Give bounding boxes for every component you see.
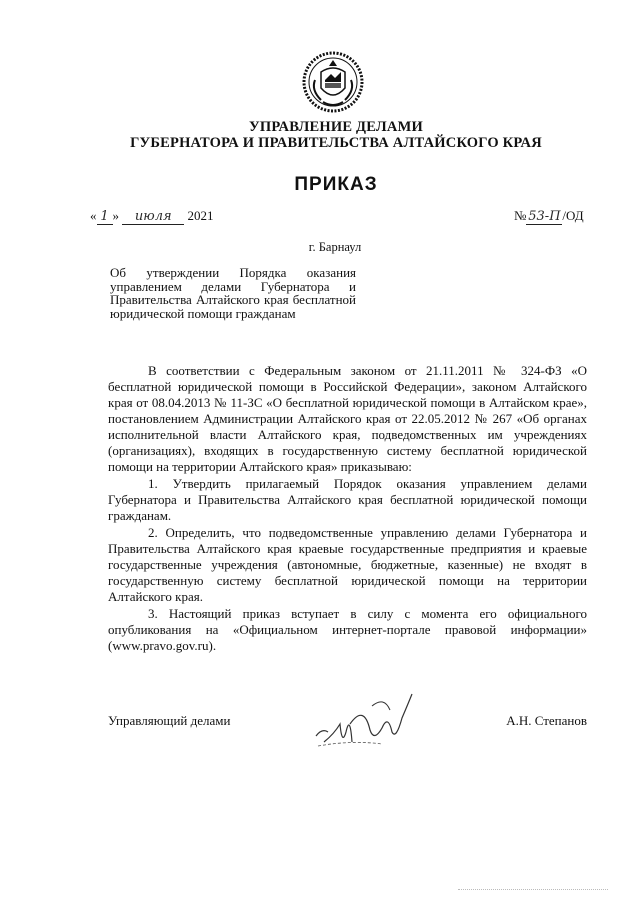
organization-name-line1: УПРАВЛЕНИЕ ДЕЛАМИ bbox=[249, 119, 423, 135]
number-suffix: /ОД bbox=[562, 208, 584, 223]
date-year: 2021 bbox=[187, 208, 214, 223]
preamble-paragraph: В соответствии с Федеральным законом от 21.11.2011 № 324-ФЗ «О бесплатной юридической помощи в Российской Федерации», законом Алтайского края от 08.04.2013 № 11-ЗС «О бесплатной юридической помощи в Алтайском крае», постановлением Администрации Алтайского края от 22.05.2012 № 267 «Об органах исполнительной власти Алтайского края, подведомственных им учреждениях (организациях), входящих в государственную систему бесплатной юридической помощи на территории Алтайского края» приказываю: bbox=[108, 363, 587, 474]
city-name: г. Барнаул bbox=[308, 240, 362, 254]
order-subject: Об утверждении Порядка оказания управлением делами Губернатора и Правительства Алтайского края бесплатной юридической помощи гражданам bbox=[110, 265, 356, 321]
order-item-1: 1. Утвердить прилагаемый Порядок оказания управлением делами Губернатора и Правительства Алтайского края бесплатной юридической помощи гражданам. bbox=[108, 476, 587, 523]
order-item-3: 3. Настоящий приказ вступает в силу с момента его официального опубликования на «Официальном интернет-портале правовой информации» (www.pravo.gov.ru). bbox=[108, 606, 587, 653]
organization-name-line2: ГУБЕРНАТОРА И ПРАВИТЕЛЬСТВА АЛТАЙСКОГО КРАЯ bbox=[130, 135, 542, 151]
date-month: июля bbox=[122, 209, 184, 225]
date-quote-open: « bbox=[90, 208, 97, 223]
document-date bbox=[90, 208, 214, 225]
signatory-name: А.Н. Степанов bbox=[506, 713, 587, 728]
date-quote-close: » bbox=[112, 208, 119, 223]
order-item-2: 2. Определить, что подведомственные управлению делами Губернатора и Правительства Алтайского края краевые государственные предприятия и краевые государственные учреждения (автономные, бюджетные, казенные) не входят в государственную систему бесплатной юридической помощи на территории Алтайского края. bbox=[108, 525, 587, 604]
handwritten-signature bbox=[312, 684, 422, 754]
order-body bbox=[108, 363, 587, 655]
document-number bbox=[514, 208, 584, 225]
document-type-title: ПРИКАЗ bbox=[294, 174, 378, 195]
number-value: 53-П bbox=[528, 209, 561, 224]
number-prefix: № bbox=[514, 208, 527, 223]
date-day: 1 bbox=[97, 209, 113, 225]
coat-of-arms-icon bbox=[301, 50, 365, 114]
signatory-title: Управляющий делами bbox=[108, 713, 231, 728]
footer-mark bbox=[458, 886, 608, 890]
